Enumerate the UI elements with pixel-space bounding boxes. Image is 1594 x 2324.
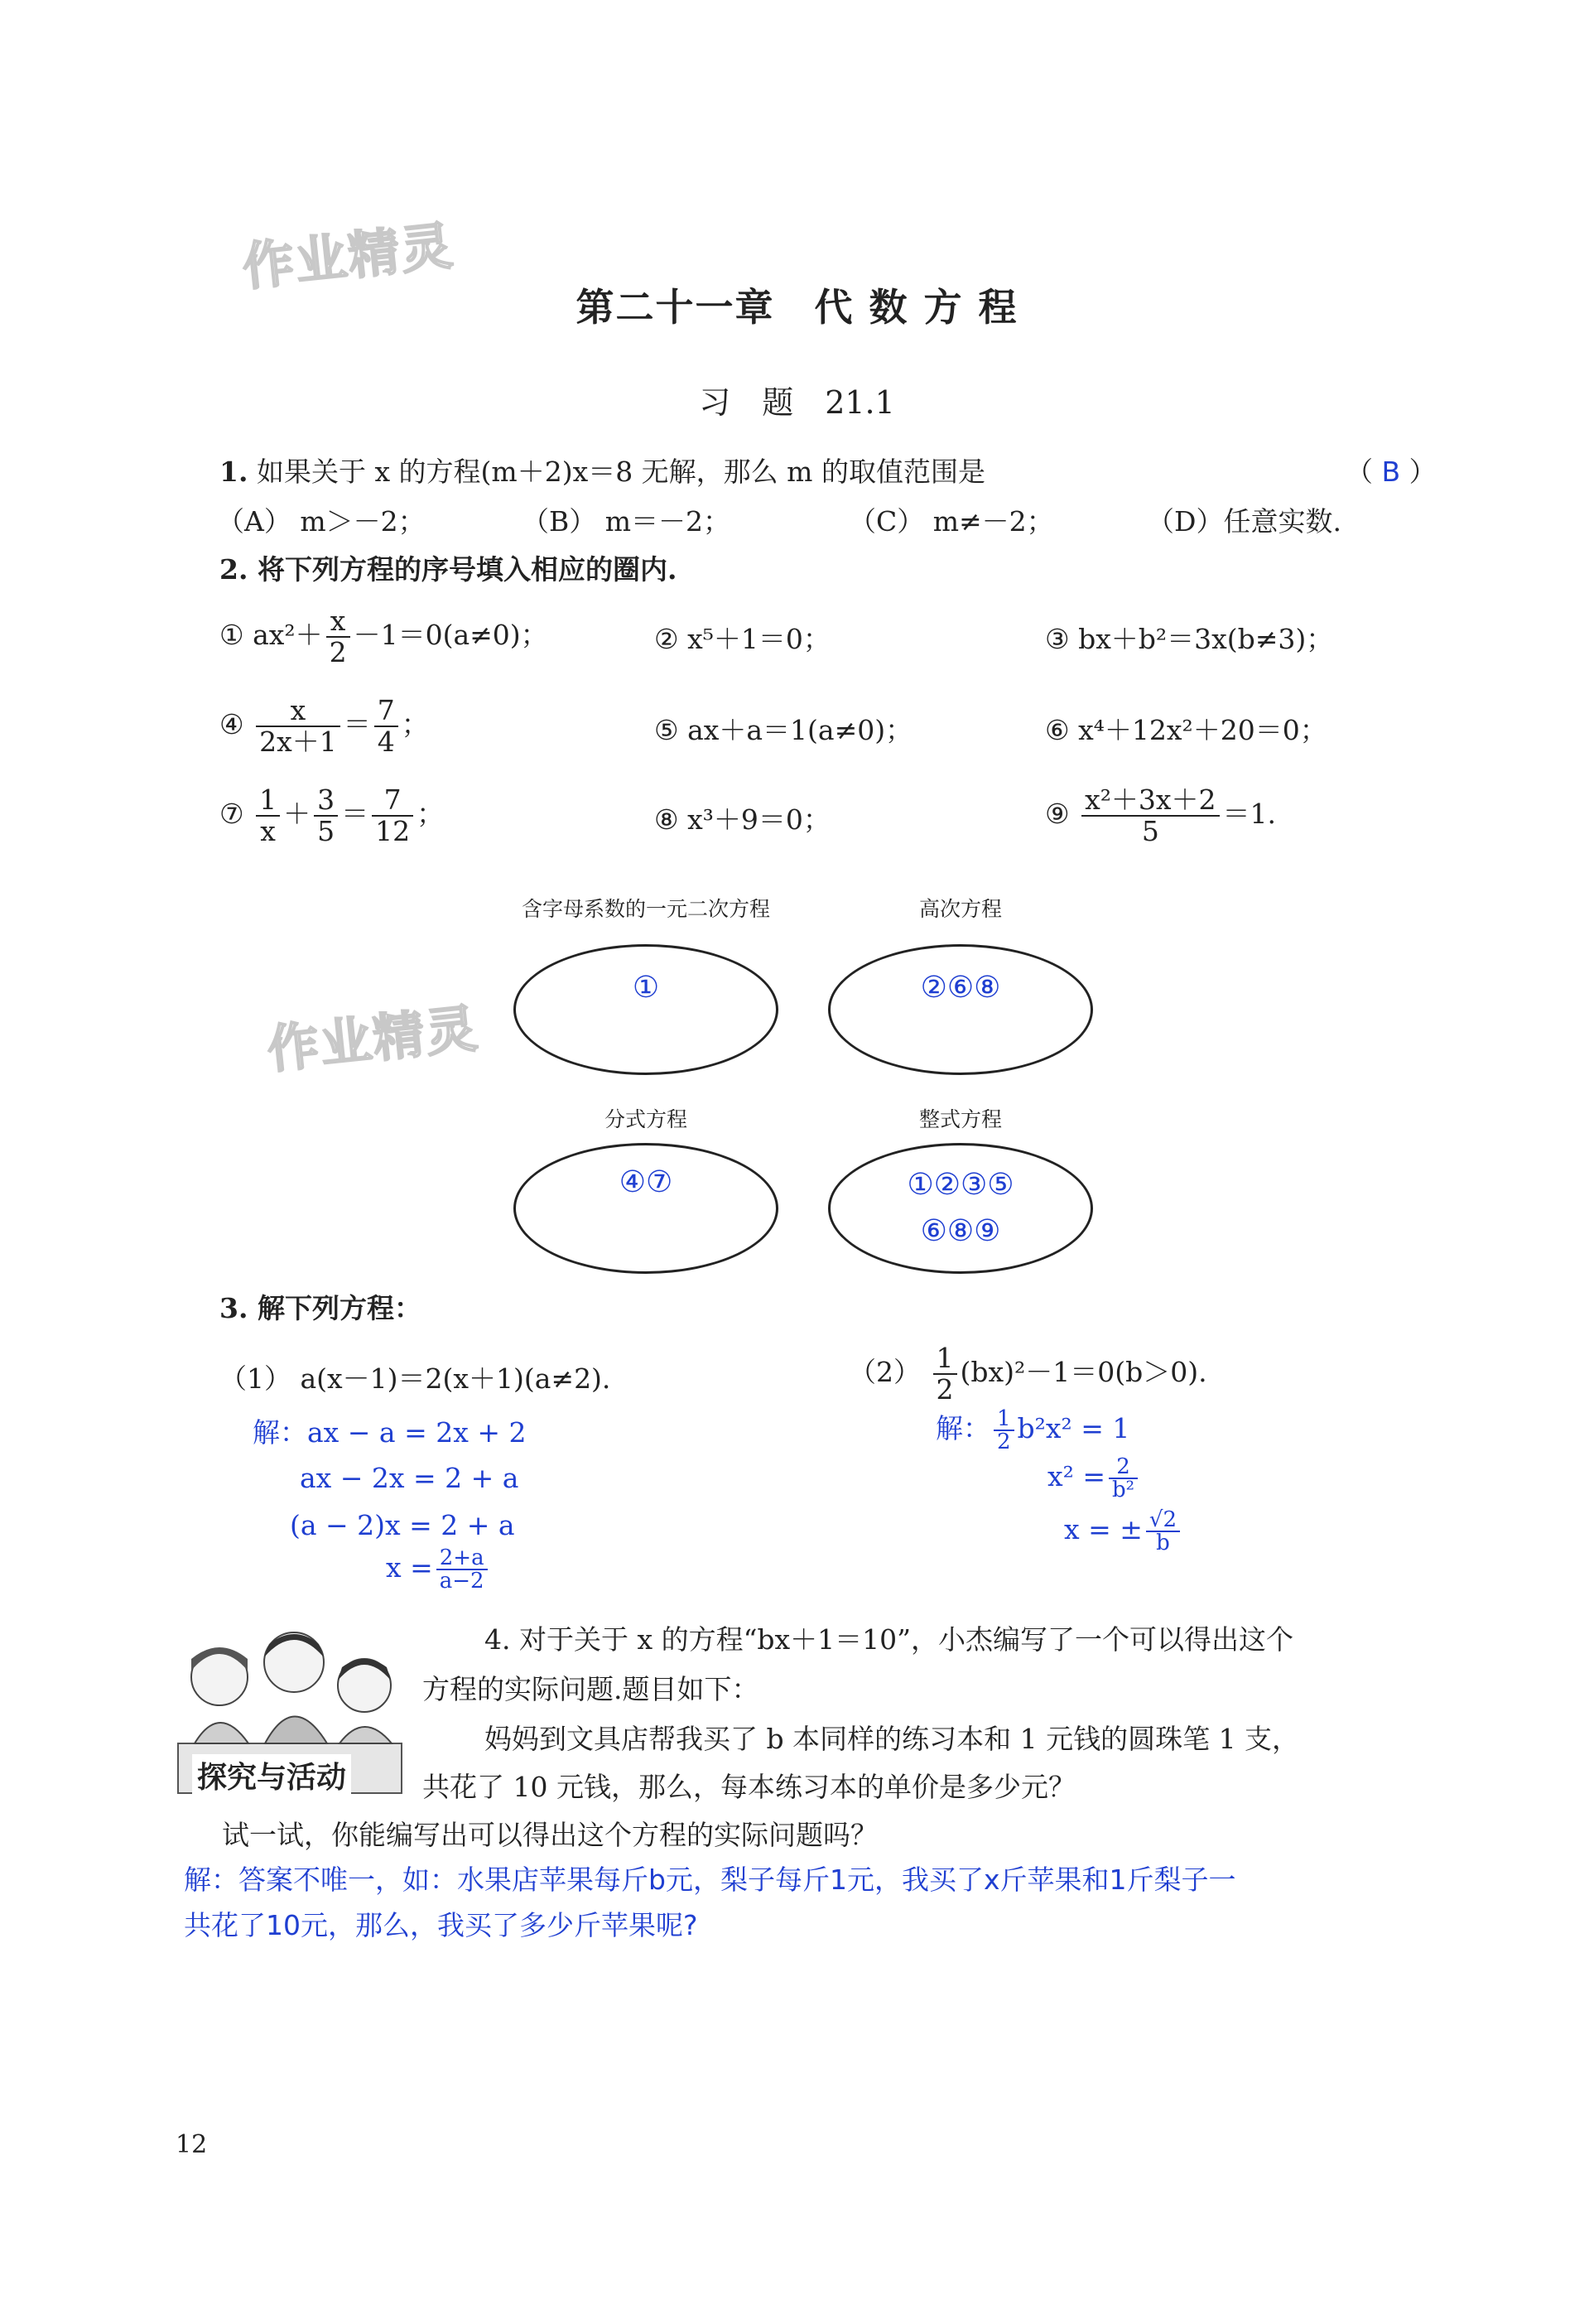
q3-p2-sol-3 bbox=[1064, 1509, 1183, 1554]
q3-p2-sol-2-num: 2 bbox=[1109, 1456, 1138, 1479]
q1-option-d: （D）任意实数. bbox=[1147, 505, 1341, 538]
q3-p2-sol-1-tail: b²x² = 1 bbox=[1017, 1412, 1130, 1444]
q3-p1-sol-4-lead: x = bbox=[386, 1551, 433, 1584]
q1-number: 1. bbox=[219, 456, 248, 488]
q2-eq7-n1: 1 bbox=[256, 785, 280, 817]
q3-p2-num: 1 bbox=[933, 1343, 957, 1375]
q1-option-b: （B） m＝－2； bbox=[522, 505, 731, 538]
student-body-left bbox=[195, 1723, 248, 1743]
q3-p1-sol-2: ax − 2x = 2 + a bbox=[300, 1462, 519, 1494]
q2-eq4-num: x bbox=[256, 696, 340, 727]
oval-label-quadratic: 含字母系数的一元二次方程 bbox=[521, 897, 770, 921]
q2-eq5: ⑤ ax＋a＝1(a≠0)； bbox=[654, 714, 913, 746]
q3-p1-frac-den: a−2 bbox=[439, 1569, 484, 1594]
oval-fractional-answer: ④⑦ bbox=[619, 1165, 673, 1199]
q3-p2-den: 2 bbox=[936, 1373, 954, 1405]
q3-p2-sol-3-lead: x = ± bbox=[1064, 1513, 1143, 1545]
q2-eq4-mid: ＝ bbox=[343, 708, 371, 740]
q2-eq7-plus: ＋ bbox=[283, 798, 311, 830]
q2-eq4-lead: ④ bbox=[219, 708, 244, 740]
q3-p2-sol-3-num: √2 bbox=[1146, 1509, 1180, 1532]
q2-eq7-d3: 12 bbox=[375, 815, 411, 847]
q4-answer-line1: 解：答案不唯一，如：水果店苹果每斤b元，梨子每斤1元，我买了x斤苹果和1斤梨子一 bbox=[184, 1864, 1236, 1896]
q2-eq4-rnum: 7 bbox=[374, 696, 398, 727]
q2-eq1-den: 2 bbox=[329, 636, 347, 668]
q2-eq1-lead: ① ax²＋ bbox=[219, 619, 323, 651]
q4-answer-line2: 共花了10元，那么，我买了多少斤苹果呢? bbox=[184, 1909, 698, 1941]
oval-high-degree-answer: ②⑥⑧ bbox=[920, 971, 1001, 1005]
q2-eq4 bbox=[219, 696, 429, 757]
q2-eq4-rden: 4 bbox=[377, 726, 395, 758]
q2-eq7-d1: x bbox=[260, 815, 276, 847]
q2-eq2: ② x⁵＋1＝0； bbox=[654, 623, 831, 655]
q3-part1: （1） a(x－1)＝2(x＋1)(a≠2). bbox=[219, 1362, 611, 1395]
q2-eq7-d2: 5 bbox=[317, 815, 335, 847]
q3-p2-sol-2 bbox=[1047, 1456, 1141, 1501]
q2-eq7-eq: ＝ bbox=[341, 798, 369, 830]
q2-eq7-n3: 7 bbox=[372, 785, 413, 817]
q2-eq3: ③ bx＋b²＝3x(b≠3)； bbox=[1045, 623, 1334, 655]
q2-eq9-tail: ＝1. bbox=[1222, 798, 1277, 830]
q3-p2-sol-1-num: 1 bbox=[994, 1408, 1014, 1431]
q2-eq4-den: 2x＋1 bbox=[259, 726, 337, 758]
page-number: 12 bbox=[176, 2130, 208, 2159]
q2-eq7 bbox=[219, 785, 444, 846]
q3-p1-sol-3: (a − 2)x = 2 + a bbox=[290, 1509, 515, 1541]
oval-label-polynomial: 整式方程 bbox=[918, 1107, 1002, 1131]
q3-p2-sol-1-den: 2 bbox=[997, 1430, 1011, 1454]
q1-answer: B bbox=[1381, 456, 1401, 488]
q4-line4: 共花了 10 元钱，那么，每本练习本的单价是多少元？ bbox=[422, 1771, 1076, 1803]
q2-eq9-num: x²＋3x＋2 bbox=[1081, 785, 1219, 817]
q3-part2 bbox=[849, 1343, 1207, 1405]
q2-eq6: ⑥ x⁴＋12x²＋20＝0； bbox=[1045, 714, 1327, 746]
q4-line5: 试一试，你能编写出可以得出这个方程的实际问题吗？ bbox=[222, 1819, 878, 1851]
q3-p2-sol-2-den: b² bbox=[1111, 1478, 1135, 1502]
q1-answer-open: （ bbox=[1346, 456, 1373, 488]
oval-label-high-degree: 高次方程 bbox=[918, 897, 1002, 921]
q2-eq1-num: x bbox=[326, 606, 350, 638]
oval-label-fractional: 分式方程 bbox=[604, 1107, 687, 1131]
q3-p1-frac-num: 2+a bbox=[436, 1547, 488, 1570]
q3-p2-sol-3-den: b bbox=[1156, 1531, 1170, 1555]
q2-eq4-tail: ； bbox=[401, 708, 429, 740]
activity-badge: 探究与活动 bbox=[192, 1754, 351, 1796]
q3-p2-lead: （2） bbox=[849, 1356, 921, 1388]
student-body-middle bbox=[265, 1717, 327, 1744]
q3-p2-sol-1-lead: 解： bbox=[936, 1412, 990, 1444]
oval-polynomial-answer-2: ⑥⑧⑨ bbox=[920, 1214, 1001, 1248]
student-body-right bbox=[340, 1727, 392, 1743]
q4-line2: 方程的实际问题.题目如下： bbox=[422, 1673, 759, 1705]
chapter-title: 第二十一章 代 数 方 程 bbox=[575, 285, 1019, 330]
q2-eq8: ⑧ x³＋9＝0； bbox=[654, 803, 831, 836]
q2-eq1 bbox=[219, 606, 548, 668]
q3-p2-tail: (bx)²－1＝0(b＞0). bbox=[960, 1356, 1207, 1388]
q2-eq7-n2: 3 bbox=[314, 785, 338, 817]
q1-stem bbox=[219, 456, 985, 489]
q2-eq7-tail: ； bbox=[417, 798, 445, 830]
oval-quadratic-answer: ① bbox=[632, 971, 660, 1005]
q1-option-a: （A） m＞－2； bbox=[217, 505, 426, 538]
q3-p1-sol-4 bbox=[386, 1547, 491, 1592]
oval-polynomial-answer-1: ①②③⑤ bbox=[907, 1168, 1014, 1202]
q1-answer-close: ） bbox=[1409, 456, 1437, 488]
q2-eq9-den: 5 bbox=[1141, 815, 1159, 847]
q2-stem: 2. 将下列方程的序号填入相应的圈内. bbox=[219, 553, 677, 586]
section-title: 习 题 21.1 bbox=[699, 384, 895, 421]
q3-stem: 3. 解下列方程： bbox=[219, 1292, 421, 1324]
q3-p2-sol-1 bbox=[936, 1408, 1129, 1453]
q2-eq9 bbox=[1045, 785, 1276, 846]
q2-eq7-lead: ⑦ bbox=[219, 798, 244, 830]
q1-answer-box bbox=[1346, 456, 1437, 489]
watermark-top: 作业精灵 bbox=[239, 215, 457, 298]
q3-p2-sol-2-lead: x² = bbox=[1047, 1460, 1105, 1492]
q4-line3: 妈妈到文具店帮我买了 b 本同样的练习本和 1 元钱的圆珠笔 1 支， bbox=[484, 1723, 1300, 1755]
q4-line1: 4. 对于关于 x 的方程“bx＋1＝10”，小杰编写了一个可以得出这个 bbox=[484, 1623, 1294, 1656]
q3-p1-sol-1: 解：ax − a = 2x + 2 bbox=[253, 1416, 527, 1449]
q2-eq1-tail: －1＝0(a≠0)； bbox=[353, 619, 548, 651]
watermark-middle: 作业精灵 bbox=[264, 997, 482, 1081]
q1-text: 如果关于 x 的方程(m＋2)x＝8 无解，那么 m 的取值范围是 bbox=[256, 456, 985, 488]
q2-eq9-lead: ⑨ bbox=[1045, 798, 1070, 830]
q1-option-c: （C） m≠－2； bbox=[849, 505, 1054, 538]
